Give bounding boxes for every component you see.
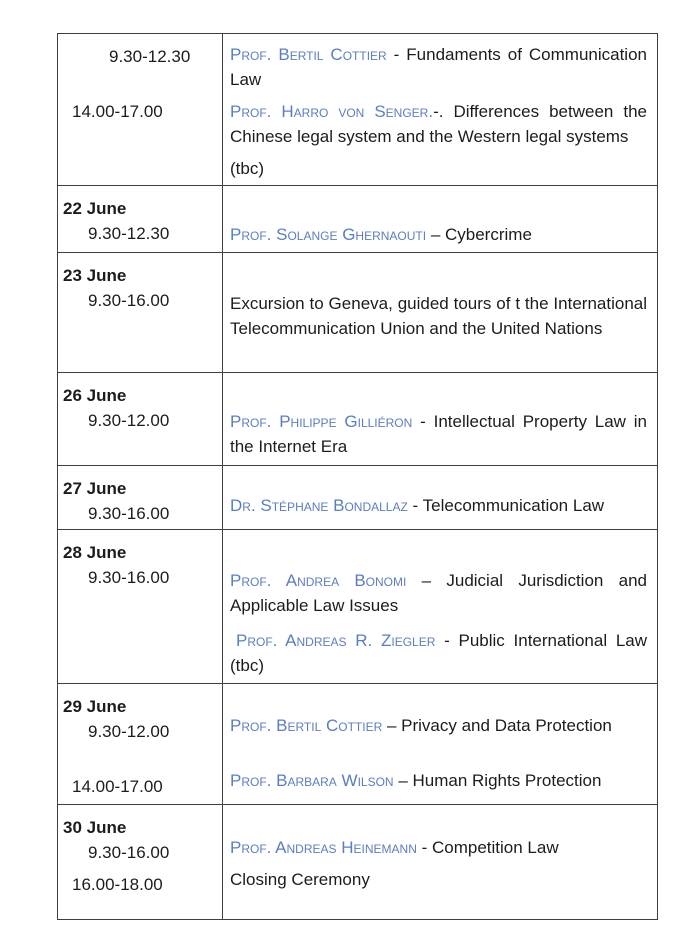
- session-cell: [223, 373, 657, 465]
- session-entry: [230, 713, 647, 738]
- session-cell: [223, 466, 657, 530]
- session-entry: [230, 867, 647, 892]
- schedule-table: [57, 33, 658, 920]
- date-label: 27 June: [63, 478, 127, 498]
- session-text: - Competition Law: [416, 838, 559, 858]
- session-entry: [230, 42, 647, 92]
- session-text: – Cybercrime: [426, 224, 532, 244]
- session-text: – Judicial Jurisdiction and Applicable Law Issues: [230, 571, 647, 616]
- time-slot: 9.30-16.00: [88, 290, 170, 310]
- date-label: 26 June: [63, 385, 127, 405]
- session-entry: [230, 409, 647, 459]
- table-row: [58, 529, 657, 683]
- table-row: [58, 804, 657, 919]
- session-entry: [230, 568, 647, 618]
- session-cell: [223, 684, 657, 804]
- time-slot: 9.30-16.00: [88, 568, 170, 588]
- speaker-name: Prof. Barbara Wilson: [230, 771, 394, 791]
- session-cell: [223, 530, 657, 683]
- session-text: - Intellectual Property Law in the Internet Era: [230, 411, 648, 456]
- speaker-name: Prof. Bertil Cottier: [230, 45, 387, 64]
- session-entry: [230, 768, 647, 793]
- date-label: 29 June: [63, 697, 127, 717]
- table-row: [58, 683, 657, 804]
- table-row: [58, 34, 657, 185]
- date-time-cell: [58, 373, 223, 465]
- session-text: - Public International Law (tbc): [230, 631, 648, 676]
- time-slot: 14.00-17.00: [72, 102, 163, 121]
- session-text: – Privacy and Data Protection: [382, 716, 612, 736]
- speaker-name: Prof. Philippe Gilliéron: [230, 411, 413, 431]
- session-text: – Human Rights Protection: [393, 771, 602, 791]
- date-label: 23 June: [63, 265, 127, 285]
- table-row: [58, 185, 657, 252]
- speaker-name: Prof. Harro von Senger.: [230, 102, 434, 121]
- date-label: 22 June: [63, 198, 127, 218]
- date-label: 30 June: [63, 818, 127, 838]
- session-entry: [230, 222, 647, 247]
- time-slot: 9.30-12.30: [109, 47, 191, 66]
- session-entry: [230, 99, 647, 149]
- session-text: -. Differences between the Chinese legal system and the Western legal systems: [230, 102, 647, 146]
- session-text: - Telecommunication Law: [407, 495, 605, 515]
- date-time-cell: [58, 684, 223, 804]
- speaker-name: Prof. Andreas Heinemann: [230, 838, 417, 858]
- date-time-cell: [58, 805, 223, 919]
- session-entry: [230, 835, 647, 860]
- date-time-cell: [58, 253, 223, 372]
- date-time-cell: [58, 466, 223, 530]
- speaker-name: Dr. Stéphane Bondallaz: [230, 495, 408, 515]
- session-entry: [230, 628, 647, 678]
- session-entry: [230, 291, 647, 341]
- time-slot: 9.30-16.00: [88, 503, 170, 523]
- session-cell: [223, 253, 657, 372]
- date-time-cell: [58, 530, 223, 683]
- date-time-cell: [58, 186, 223, 252]
- session-text: - Fundaments of Communication Law: [230, 45, 647, 89]
- session-text: Closing Ceremony: [230, 870, 370, 890]
- session-text: (tbc): [230, 159, 264, 178]
- session-entry: [230, 493, 647, 518]
- time-slot: 9.30-12.00: [88, 410, 170, 430]
- session-entry: [230, 156, 647, 181]
- table-row: [58, 372, 657, 465]
- table-row: [58, 252, 657, 372]
- session-text: Excursion to Geneva, guided tours of t the International Telecommunication Union and the United Nations: [230, 293, 647, 338]
- session-cell: [223, 34, 657, 185]
- time-slot: 9.30-12.00: [88, 722, 170, 742]
- speaker-name: Prof. Solange Ghernaouti: [230, 224, 427, 244]
- table-row: [58, 465, 657, 530]
- speaker-name: Prof. Bertil Cottier: [230, 716, 383, 736]
- time-slot: 14.00-17.00: [72, 777, 163, 797]
- time-slot: 9.30-12.30: [88, 223, 170, 243]
- session-cell: [223, 805, 657, 919]
- time-slot: 16.00-18.00: [72, 875, 163, 895]
- date-label: 28 June: [63, 543, 127, 563]
- speaker-name: Prof. Andrea Bonomi: [230, 571, 407, 591]
- time-slot: 9.30-16.00: [88, 843, 170, 863]
- session-cell: [223, 186, 657, 252]
- speaker-name: Prof. Andreas R. Ziegler: [236, 631, 436, 651]
- date-time-cell: [58, 34, 223, 185]
